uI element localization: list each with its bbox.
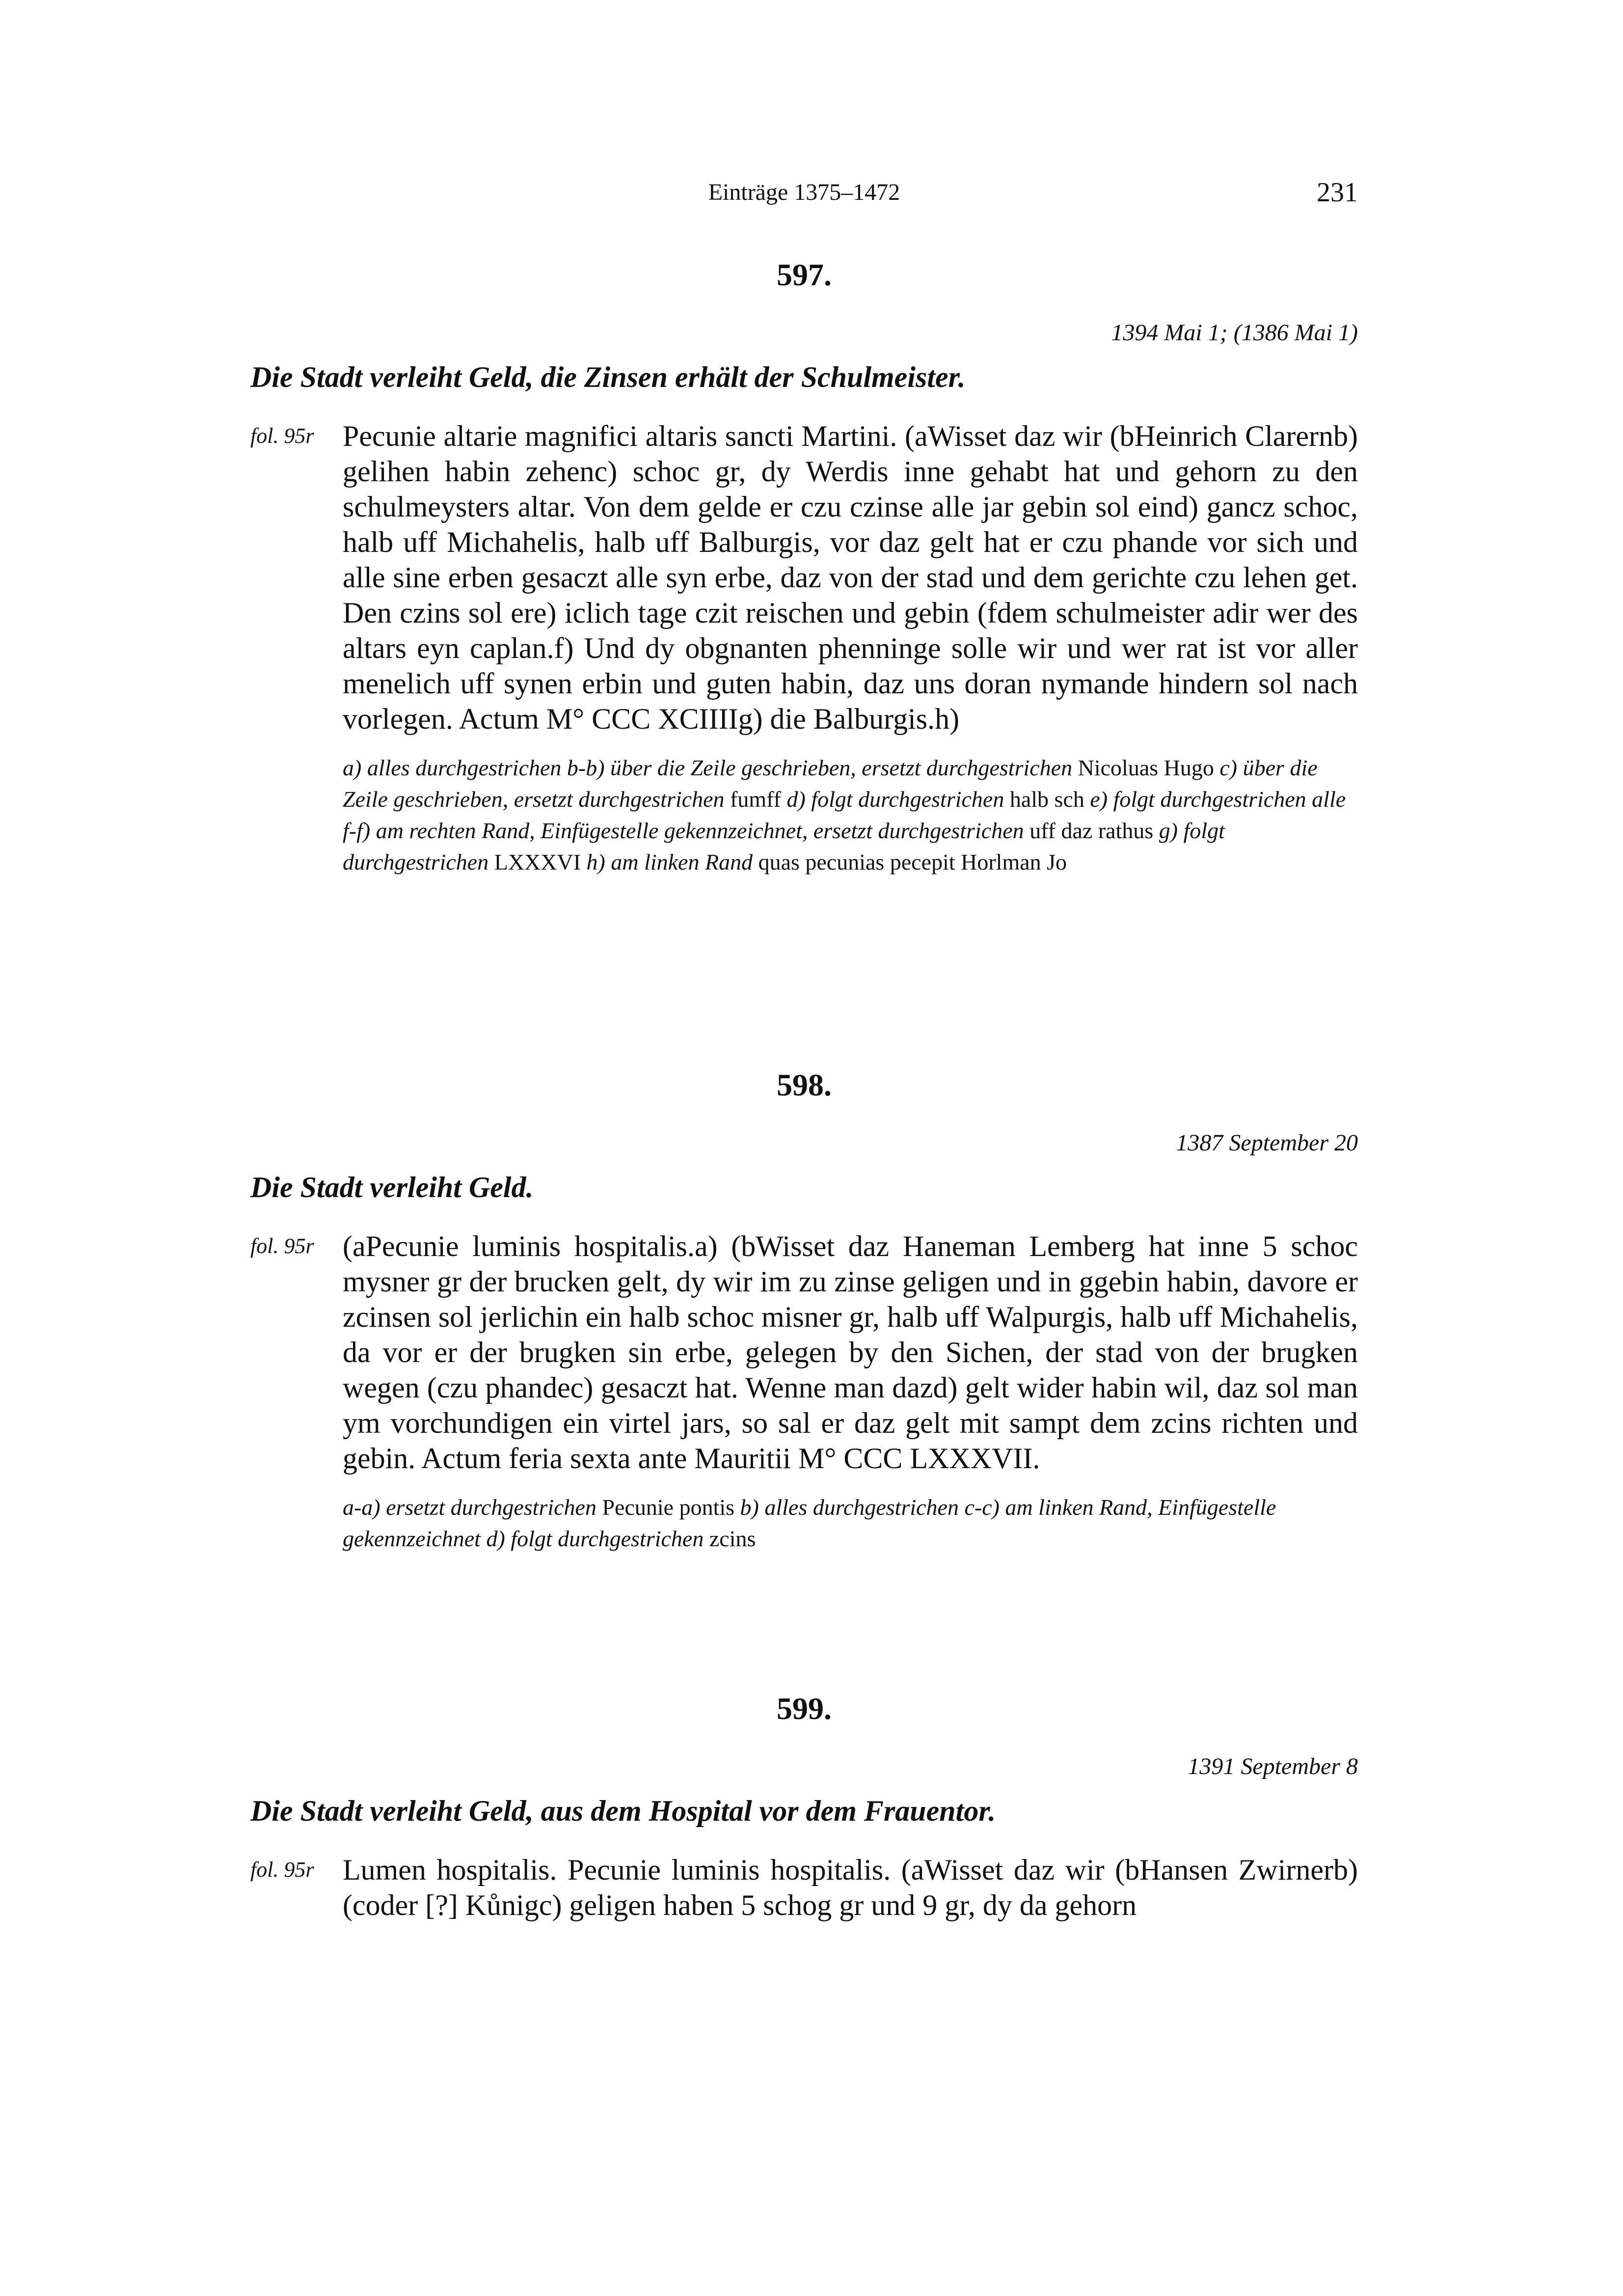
note-roman: Nicoluas Hugo [1078, 755, 1214, 780]
body-text: Pecunie altarie magnifici altaris sancti Martini. (aWisset daz wir (bHeinrich Clarernb) gelihen habin zehenc) schoc gr, dy Werdis inne gehabt hat und gehorn zu den schulmeysters altar. Von dem gelde er czu czinse alle jar gebin sol eind) gancz schoc, halb uff Michahelis, halb uff Balburgis, vor daz gelt hat er czu phande vor sich und alle sine erben gesaczt alle syn erbe, daz von der stad und dem gerichte czu lehen get. Den czins sol ere) iclich tage czit reischen und gebin (fdem schulmeister adir wer des altars eyn caplan.f) Und dy obgnanten phenninge solle wir und wer rat ist vor aller menelich uff synen erbin und guten habin, daz uns doran nymande hindern sol nach vorlegen. Actum M° CCC XCIIIIg) die Balburgis.h) [343, 420, 1358, 735]
entry-599 [250, 1689, 1358, 1923]
entry-date: 1391 September 8 [1188, 1753, 1358, 1779]
footnotes [250, 752, 1358, 878]
entry-number: 598. [777, 1067, 832, 1102]
note-roman: fumff [730, 787, 781, 812]
entry-598 [250, 1066, 1358, 1555]
body-text: Lumen hospitalis. Pecunie luminis hospitalis. (aWisset daz wir (bHansen Zwirnerb) (coder [?] Kůnigc) geligen haben 5 schog gr und 9 gr, dy da gehorn [343, 1854, 1358, 1921]
note-italic: h) am linken Rand [581, 849, 758, 875]
note-roman: zcins [709, 1526, 756, 1551]
entry-heading: Die Stadt verleiht Geld, die Zinsen erhält der Schulmeister. [250, 361, 966, 393]
note-italic: a) alles durchgestrichen b-b) über die Zeile geschrieben, ersetzt durchgestrichen [343, 755, 1078, 780]
note-roman: quas pecunias pecepit Horlman Jo [758, 849, 1067, 875]
note-italic: g) folgt durchgestrichen [343, 818, 1225, 875]
body-text: (aPecunie luminis hospitalis.a) (bWisset daz Haneman Lemberg hat inne 5 schoc mysner gr der brucken gelt, dy wir im zu zinse geligen und in ggebin habin, davore er zcinsen sol jerlichin ein halb schoc misner gr, halb uff Walpurgis, halb uff Michahelis, da vor er der brugken sin erbe, gelegen by den Sichen, der stad von der brugken wegen (czu phandec) gesaczt hat. Wenne man dazd) gelt wider habin wil, daz sol man ym vorchundigen ein virtel jars, so sal er daz gelt mit sampt dem zcins richten und gebin. Actum feria sexta ante Mauritii M° CCC LXXXVII. [343, 1230, 1358, 1475]
entry-date: 1394 Mai 1; (1386 Mai 1) [1111, 320, 1358, 346]
page-header [250, 178, 1358, 217]
folio-reference: fol. 95r [250, 424, 314, 448]
page-number: 231 [1317, 177, 1358, 208]
footnotes [250, 1492, 1358, 1555]
note-roman: uff daz rathus [1029, 818, 1154, 843]
entry-body [250, 1852, 1358, 1923]
note-italic: b) alles durchgestrichen c-c) am linken Rand, Einfügestelle gekennzeichnet d) folgt durchgestrichen [343, 1495, 1276, 1551]
note-italic: e) folgt durchgestrichen alle f-f) am rechten Rand, Einfügestelle gekennzeichnet, ersetzt durchgestrichen [343, 787, 1346, 843]
entry-body [250, 418, 1358, 737]
entry-number: 599. [777, 1691, 832, 1726]
entry-heading: Die Stadt verleiht Geld. [250, 1171, 534, 1203]
note-italic: d) folgt durchgestrichen [781, 787, 1010, 812]
entry-date: 1387 September 20 [1176, 1130, 1358, 1156]
note-italic: c) über die Zeile geschrieben, ersetzt durchgestrichen [343, 755, 1318, 812]
entry-597 [250, 255, 1358, 878]
note-roman: LXXXVI [494, 849, 581, 875]
entry-number: 597. [777, 257, 832, 292]
entry-heading: Die Stadt verleiht Geld, aus dem Hospital vor dem Frauentor. [250, 1795, 996, 1827]
note-roman: Pecunie pontis [602, 1495, 735, 1520]
entry-body [250, 1229, 1358, 1476]
folio-reference: fol. 95r [250, 1858, 314, 1882]
note-italic: a-a) ersetzt durchgestrichen [343, 1495, 602, 1520]
folio-reference: fol. 95r [250, 1234, 314, 1258]
note-roman: halb sch [1009, 787, 1084, 812]
running-title: Einträge 1375–1472 [708, 179, 900, 205]
